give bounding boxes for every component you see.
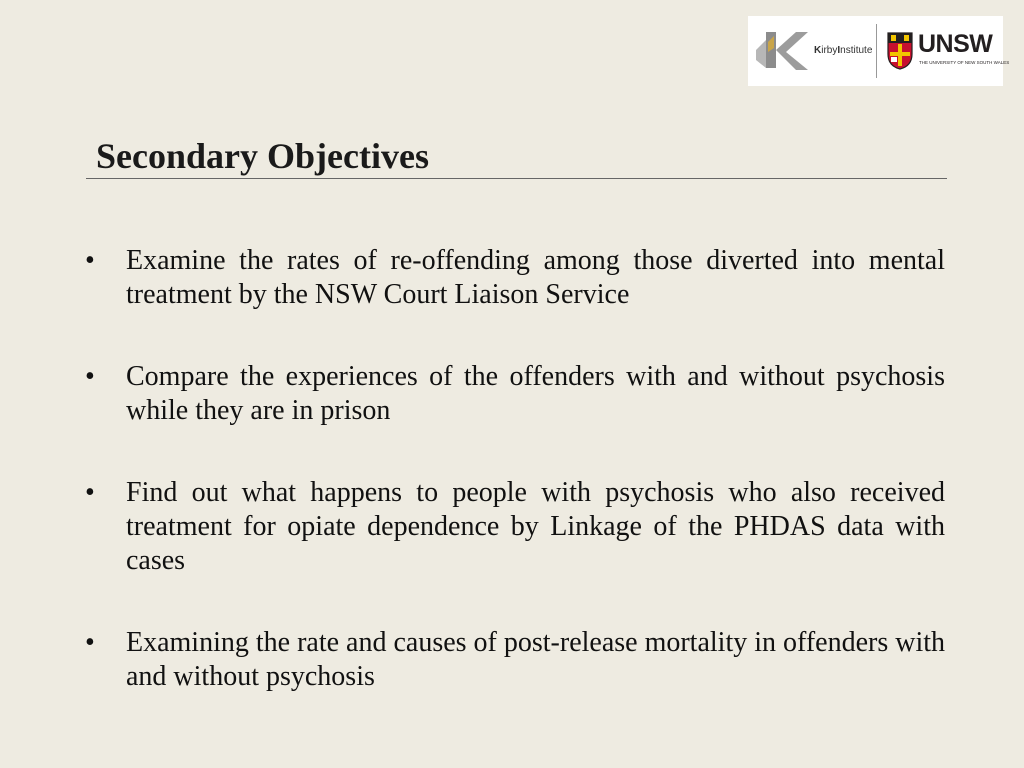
bullet-text: Find out what happens to people with psychosis who also received treatment for opiate dependence by Linkage of the PHDAS data with cases [126, 477, 945, 576]
unsw-crest-icon [887, 30, 913, 70]
objectives-list [85, 244, 945, 742]
title-underline [86, 178, 947, 179]
unsw-tagline: THE UNIVERSITY OF NEW SOUTH WALES [919, 60, 1010, 65]
logo-divider [876, 24, 877, 78]
kirby-institute-logo-icon [756, 28, 808, 72]
logo-banner [748, 16, 1010, 86]
list-item [85, 476, 945, 578]
slide-title: Secondary Objectives [96, 136, 429, 176]
bullet-text: Compare the experiences of the offenders with and without psychosis while they are in prison [126, 361, 945, 426]
bullet-icon: • [85, 477, 95, 508]
bullet-icon: • [85, 627, 95, 658]
unsw-wordmark: UNSW [918, 30, 993, 58]
bullet-text: Examine the rates of re-offending among those diverted into mental treatment by the NSW Court Liaison Service [126, 245, 945, 310]
kirby-institute-wordmark: KirbyInstitute [814, 45, 873, 56]
list-item [85, 626, 945, 694]
list-item [85, 360, 945, 428]
list-item [85, 244, 945, 312]
bullet-icon: • [85, 245, 95, 276]
bullet-icon: • [85, 361, 95, 392]
bullet-text: Examining the rate and causes of post-release mortality in offenders with and without psychosis [126, 627, 945, 692]
